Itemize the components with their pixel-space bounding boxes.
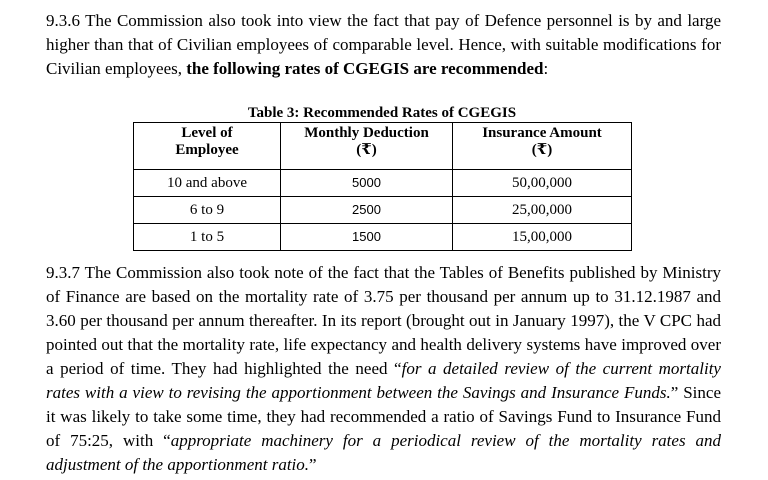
header-level-line2: Employee [175, 142, 239, 158]
para1-end: : [543, 59, 549, 78]
cgegis-rates-table [133, 122, 632, 251]
para2-italic-quote2: appropriate machinery for a periodical review of the mortality rates and adjustment of the apportionment ratio. [46, 431, 721, 474]
paragraph-9-3-7 [46, 261, 721, 477]
para2-text1: 9.3.7 The Commission also took note of the fact that the Tables of Benefits published by Ministry of Finance are based on the mortality rate of 3.75 per thousand per annum up to 31.12.1987 and 3.60 per thousand per annum thereafter. In its report (brought out in January 1997), the V CPC had pointed out that the mortality rate, life expectancy and health delivery systems have improved over a period of time. They had highlighted the need “ [46, 263, 721, 378]
header-monthly-deduction [281, 123, 453, 170]
table-caption: Table 3: Recommended Rates of CGEGIS [247, 105, 517, 121]
header-insurance-amount [453, 123, 632, 170]
table-row [134, 224, 632, 251]
cell-level: 1 to 5 [134, 224, 281, 251]
table-row [134, 197, 632, 224]
para1-bold-text: the following rates of CGEGIS are recommended [186, 59, 544, 78]
cell-deduction: 2500 [281, 197, 453, 224]
header-deduction-line1: Monthly Deduction [304, 125, 429, 141]
cell-insurance: 25,00,000 [453, 197, 632, 224]
cell-deduction: 1500 [281, 224, 453, 251]
para2-italic-quote1: for a detailed review of the current mortality rates with a view to revising the apportionment between the Savings and Insurance Funds. [46, 359, 721, 402]
para1-text: 9.3.6 The Commission also took into view the fact that pay of Defence personnel is by and large higher than that of Civilian employees of comparable level. Hence, with suitable modifications for Civilian employees, [46, 11, 721, 78]
cell-deduction: 5000 [281, 170, 453, 197]
para2-text3: ” [309, 455, 317, 474]
header-deduction-line2: (₹) [356, 142, 377, 158]
header-insurance-line2: (₹) [531, 142, 553, 158]
header-level-line1: Level of [181, 125, 233, 141]
table-row [134, 170, 632, 197]
paragraph-9-3-6 [46, 9, 721, 81]
para2-text2: ” Since it was likely to take some time, they had recommended a ratio of Savings Fund to Insurance Fund of 75:25, with “ [46, 383, 721, 450]
cell-insurance: 15,00,000 [453, 224, 632, 251]
cell-level: 10 and above [134, 170, 281, 197]
table-header-row [134, 123, 632, 170]
header-level-of-employee [134, 123, 281, 170]
header-insurance-line1: Insurance Amount [482, 125, 602, 141]
cell-level: 6 to 9 [134, 197, 281, 224]
cell-insurance: 50,00,000 [453, 170, 632, 197]
